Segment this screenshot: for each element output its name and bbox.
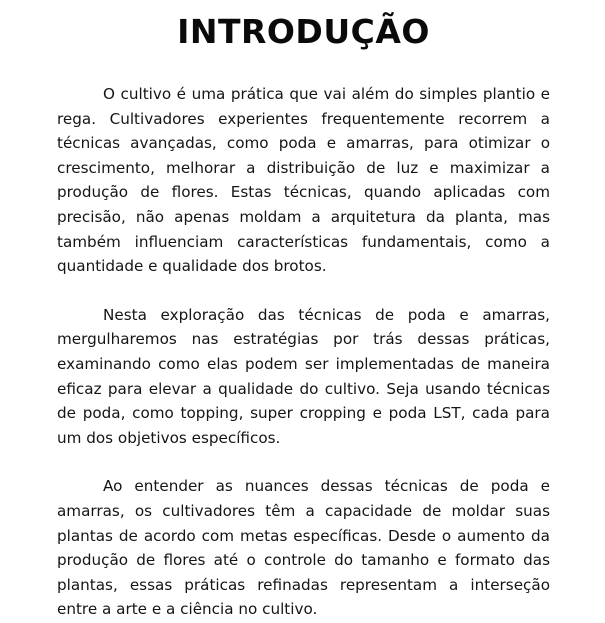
- page-title: INTRODUÇÃO: [177, 12, 430, 51]
- paragraph-intro: O cultivo é uma prática que vai além do simples plantio e rega. Cultivadores experientes frequentemente recorrem a técnicas avançadas, como poda e amarras, para otimizar o crescimento, melhorar a distribuição de luz e maximizar a produção de flores. Estas técnicas, quando aplicadas com precisão, não apenas moldam a arquitetura da planta, mas também influenciam características fundamentais, como a quantidade e qualidade dos brotos.: [57, 85, 550, 276]
- paragraph-exploration: Nesta exploração das técnicas de poda e amarras, mergulharemos nas estratégias por trás dessas práticas, examinando como elas podem ser implementadas de maneira eficaz para elevar a qualidade do cultivo. Seja usando técnicas de poda, como topping, super cropping e poda LST, cada para um dos objetivos específicos.: [57, 305, 550, 447]
- paragraph-conclusion: Ao entender as nuances dessas técnicas de poda e amarras, os cultivadores têm a capacidade de moldar suas plantas de acordo com metas específicas. Desde o aumento da produção de flores até o controle do tamanho e formato das plantas, essas práticas refinadas representam a interseção entre a arte e a ciência no cultivo.: [57, 477, 550, 619]
